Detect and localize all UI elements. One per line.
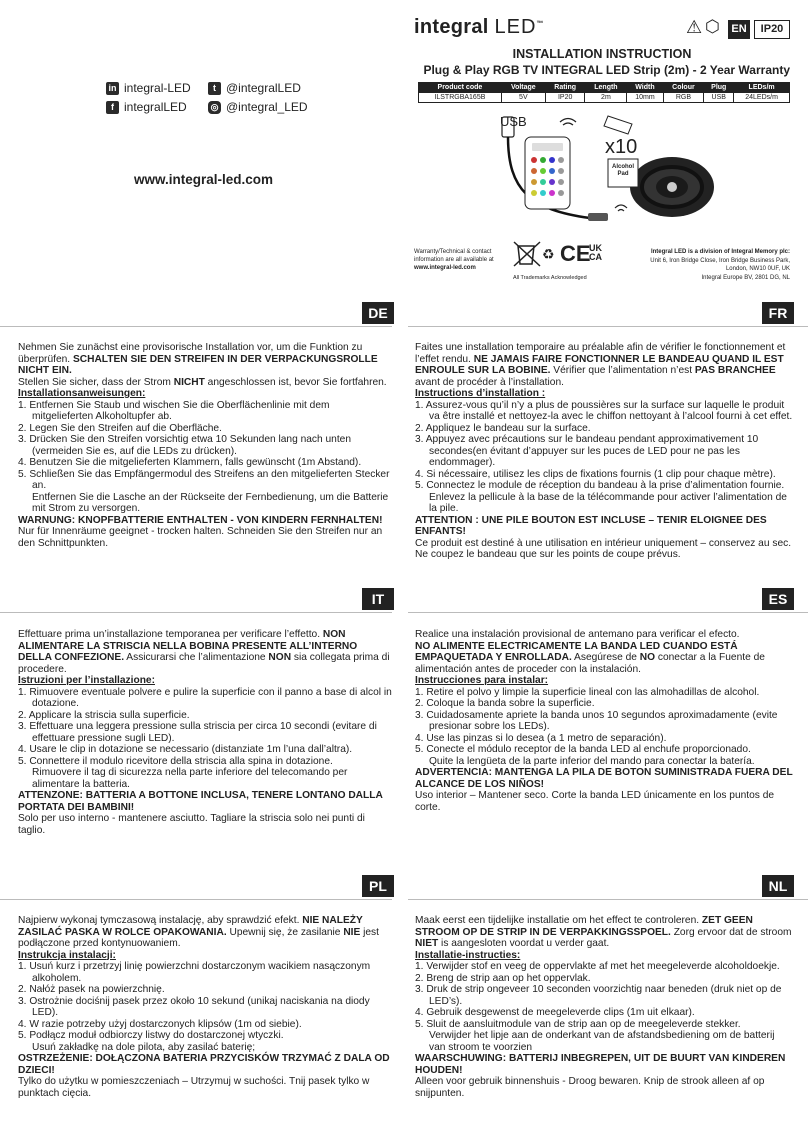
usb-label: USB [500, 114, 527, 129]
spec-value: 2m [585, 93, 627, 103]
spec-header: Length [585, 83, 627, 93]
lang-tab-fr: FR [762, 302, 794, 324]
remote-button [558, 168, 564, 174]
website-link[interactable]: www.integral-led.com [134, 172, 274, 187]
spec-value: 5V [501, 93, 545, 103]
spec-header: Rating [545, 83, 585, 93]
instagram-icon: ◎ [208, 101, 221, 114]
spec-value: 10mm [627, 93, 663, 103]
lang-tab-nl: NL [762, 875, 794, 897]
clip-count: x10 [605, 136, 638, 158]
social-instagram[interactable]: ◎ @integral_LED [208, 100, 308, 114]
ukca-mark-icon: UK CA [589, 243, 602, 262]
linkedin-icon: in [106, 82, 119, 95]
facebook-icon: f [106, 101, 119, 114]
spec-value: IP20 [545, 93, 585, 103]
connector [588, 213, 608, 221]
warranty-info: Warranty/Technical & contact information are all available at www.integral-led.com [414, 249, 494, 271]
section-it: Effettuare prima un’installazione temporanea per verificare l’effetto. NON ALIMENTARE LA STRISCIA NELLA BOBINA PRESENTE ALL’INTERNO DELLA CONFEZIONE. Assicurarsi che l’alimentazione NON sia collegata prima di procedere. Istruzioni per l’installazione: 1. Rimuovere eventuale polvere e pulire la superficie con il panno a base di alcol in dotazione. 2. Applicare la striscia sulla superficie. 3. Effettuare una leggera pressione sulla striscia per circa 10 secondi (evitare di effettuare pressione sugli LED). 4. Usare le clip in dotazione se necessario (distanziate 1m l’una dall’altra). 5. Connettere il modulo ricevitore della striscia alla spina in dotazione. Rimuovere il tag di sicurezza nella parte inferiore del telecomando per alimentare la batteria. ATTENZONE: BATTERIA A BOTTONE INCLUSA, TENERE LONTANO DALLA PORTATA DEI BAMBINI! Solo per uso interno - mantenere asciutto. Tagliare la striscia solo nei punti di taglio. [18, 629, 392, 836]
remote-button [549, 168, 555, 174]
warranty-site[interactable]: www.integral-led.com [414, 265, 476, 271]
remote-button [558, 157, 564, 163]
remote-button [531, 157, 537, 163]
alcohol-pad-label: Alcohol Pad [612, 164, 634, 177]
spec-value: ILSTRGBA165B [419, 93, 502, 103]
remote-button [558, 190, 564, 196]
remote-button [540, 168, 546, 174]
spec-header: Width [627, 83, 663, 93]
section-pl: Najpierw wykonaj tymczasową instalację, aby sprawdzić efekt. NIE NALEŻY ZASILAĆ PASKA W ROLCE OPAKOWANIA. Upewnij się, że zasilanie NIE jest podłączone przed kontynuowaniem. Instrukcja instalacji: 1. Usuń kurz i przetrzyj linię powierzchni dostarczonym wacikiem nasączonym alkoholem. 2. Nałóż pasek na powierzchnię. 3. Ostrożnie dociśnij pasek przez około 10 sekund (unikaj naciskania na diody LED). 4. W razie potrzeby użyj dostarczonych klipsów (1m od siebie). 5. Podłącz moduł odbiorczy listwy do dostarczonej wtyczki. Usuń zakładkę na dole pilota, aby zasilać baterię; OSTRZEŻENIE: DOŁĄCZONA BATERIA PRZYCISKÓW TRZYMAĆ Z DALA OD DZIECI! Tylko do użytku w pomieszczeniach – Utrzymuj w suchości. Tnij pasek tylko w punktach cięcia. [18, 915, 390, 1099]
section-es: Realice una instalación provisional de antemano para verificar el efecto. NO ALIMENTE ELECTRICAMENTE LA BANDA LED CUANDO ESTÁ EMPAQUETADA Y ENROLLADA. Asegúrese de NO conectar a la Fuente de alimentación antes de proceder con la instalación. Instrucciones para instalar: 1. Retire el polvo y limpie la superficie lineal con las almohadillas de alcohol. 2. Coloque la banda sobre la superficie. 3. Cuidadosamente apriete la banda unos 10 segundos aproximadamente (evite presionar sobre los LEDs). 4. Use las pinzas si lo desea (a 1 metro de separación). 5. Conecte el módulo receptor de la banda LED al enchufe proporcionado. Quite la lengüeta de la parte inferior del mando para conectar la batería. ADVERTENCIA: MANTENGA LA PILA DE BOTON SUMINISTRADA FUERA DEL ALCANCE DE LOS NIÑOS! Uso interior – Mantener seco. Corte la banda LED únicamente en los puntos de corte. [415, 629, 793, 813]
section-de: Nehmen Sie zunächst eine provisorische Installation vor, um die Funktion zu überprüfen. SCHALTEN SIE DEN STREIFEN IN DER VERPACKUNGSROLLE NICHT EIN. Stellen Sie sicher, dass der Strom NICHT angeschlossen ist, bevor Sie fortfahren. Installationsanweisungen: 1. Entfernen Sie Staub und wischen Sie die Oberflächenlinie mit dem mitgelieferten Alkoholtupfer ab. 2. Legen Sie den Streifen auf die Oberfläche. 3. Drücken Sie den Streifen vorsichtig etwa 10 Sekunden lang nach unten (vermeiden Sie es, auf die LEDs zu drücken). 4. Benutzen Sie die mitgelieferten Klammern, falls gewünscht (1m Abstand). 5. Schließen Sie das Empfängermodul des Streifens an den mitgelieferten Stecker an. Entfernen Sie die Lasche an der Rückseite der Fernbedienung, um die Batterie mit Strom zu versorgen. WARNUNG: KNOPFBATTERIE ENTHALTEN - VON KINDERN FERNHALTEN! Nur für Innenräume geeignet - trocken halten. Schneiden Sie den Streifen nur an den Schnittpunkten. [18, 342, 390, 549]
page-subtitle: Plug & Play RGB TV INTEGRAL LED Strip (2m) - 2 Year Warranty [423, 63, 790, 77]
spec-header: Voltage [501, 83, 545, 93]
company-info: Integral LED is a division of Integral Memory plc: Unit 6, Iron Bridge Close, Iron Bridge Business Park, London, NW10 0UF, UK Integral Europe BV, 2801 DG, NL [650, 249, 790, 281]
package-icon: ⬡ [705, 17, 720, 36]
remote-button [540, 190, 546, 196]
warning-triangle-icon: ⚠ [686, 17, 703, 37]
lang-tab-pl: PL [362, 875, 394, 897]
clip-icon [604, 116, 632, 134]
remote-button [531, 190, 537, 196]
spec-value: 24LEDs/m [734, 93, 790, 103]
ip-badge: IP20 [754, 20, 790, 39]
twitter-icon: t [208, 82, 221, 95]
lang-badge: EN [728, 20, 750, 39]
remote-button [540, 179, 546, 185]
remote-button [540, 157, 546, 163]
spec-header: LEDs/m [734, 83, 790, 93]
page-title: INSTALLATION INSTRUCTION [512, 47, 692, 61]
wifi-icon-2 [615, 205, 627, 211]
trademarks-note: All Trademarks Acknowledged [513, 275, 587, 281]
remote-button [549, 190, 555, 196]
spec-value: USB [704, 93, 734, 103]
section-nl: Maak eerst een tijdelijke installatie om het effect te controleren. ZET GEEN STROOM OP DE STRIP IN DE VERPAKKINGSSPOEL. Zorg ervoor dat de stroom NIET is aangesloten voordat u verder gaat. Installatie-instructies: 1. Verwijder stof en veeg de oppervlakte af met het meegeleverde alcoholdoekje. 2. Breng de strip aan op het oppervlak. 3. Druk de strip ongeveer 10 seconden voorzichtig naar beneden (druk niet op de LED’s). 4. Gebruik desgewenst de meegeleverde clips (1m uit elkaar). 5. Sluit de aansluitmodule van de strip aan op de meegeleverde stekker. Verwijder het lipje aan de onderkant van de afstandsbediening om de batterij van stroom te voorzien WAARSCHUWING: BATTERIJ INBEGREPEN, UIT DE BUURT VAN KINDEREN HOUDEN! Alleen voor gebruik binnenshuis - Droog bewaren. Knip de strook alleen af op snijpunten. [415, 915, 792, 1099]
lang-tab-it: IT [362, 588, 394, 610]
spec-table [418, 82, 790, 103]
spec-value: RGB [663, 93, 704, 103]
remote-button [531, 179, 537, 185]
lang-tab-es: ES [762, 588, 794, 610]
lang-tab-de: DE [362, 302, 394, 324]
brand-logo: integral LED™ [414, 16, 544, 38]
recycling-icon: ♻ [542, 246, 555, 262]
remote-button [531, 168, 537, 174]
spec-header: Plug [704, 83, 734, 93]
social-facebook[interactable]: f integralLED [106, 100, 187, 114]
remote-button [549, 179, 555, 185]
section-fr: Faites une installation temporaire au préalable afin de vérifier le fonctionnement et l’effet rendu. NE JAMAIS FAIRE FONCTIONNER LE BANDEAU QUAND IL EST ENROULE SUR LA BOBINE. Vérifier que l’alimentation n’est PAS BRANCHEE avant de procéder à l’installation. Instructions d’installation : 1. Assurez-vous qu’il n’y a plus de poussières sur la surface sur laquelle le produit va être installé et nettoyez-la avec le chiffon nettoyant à l’alcool fourni à cet effet. 2. Appliquez le bandeau sur la surface. 3. Appuyez avec précautions sur le bandeau pendant approximativement 10 secondes(en évitant d’appuyer sur les puces de LED pour ne pas les endommager). 4. Si nécessaire, utilisez les clips de fixations fournis (1 clip pour chaque mètre). 5. Connectez le module de réception du bandeau à la prise d’alimentation fournie. Enlevez la pellicule à la base de la télécommande pour activer l’alimentation de la pile. ATTENTION : UNE PILE BOUTON EST INCLUSE – TENIR ELOIGNEE DES ENFANTS! Ce produit est destiné à une utilisation en intérieur uniquement – conservez au sec. Ne coupez le bandeau que sur les points de coupe prévus. [415, 342, 793, 560]
spec-header: Colour [663, 83, 704, 93]
social-linkedin[interactable]: in integral-LED [106, 81, 191, 95]
remote-button [558, 179, 564, 185]
social-twitter[interactable]: t @integralLED [208, 81, 301, 95]
remote-button [549, 157, 555, 163]
wifi-icon [560, 119, 576, 126]
spec-header: Product code [419, 83, 502, 93]
weee-bin-icon [512, 240, 542, 268]
ce-mark-icon: CE [560, 241, 591, 266]
